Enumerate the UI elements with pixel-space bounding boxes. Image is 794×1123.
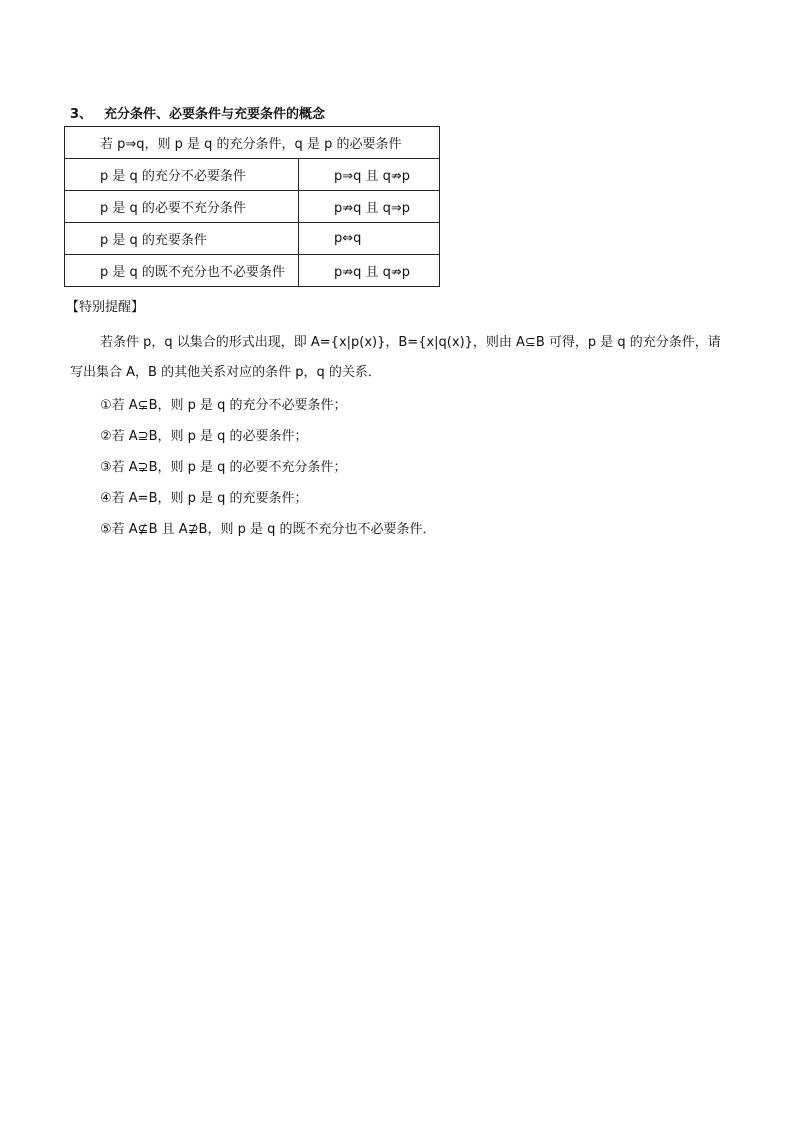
list-item: ③若 A⊋B，则 p 是 q 的必要不充分条件； [100, 460, 347, 475]
relation-cell: p⇒q 且 q⇏p [299, 159, 440, 191]
table-row [65, 159, 440, 191]
list-item: ④若 A=B，则 p 是 q 的充要条件； [100, 491, 308, 506]
reminder-label: 【特别提醒】 [66, 300, 145, 315]
relation-cell: p⇏q 且 q⇒p [299, 191, 440, 223]
table-header-cell: 若 p⇒q，则 p 是 q 的充分条件，q 是 p 的必要条件 [65, 127, 440, 159]
concepts-table [64, 126, 440, 287]
concept-cell: p 是 q 的充分不必要条件 [65, 159, 299, 191]
concept-cell: p 是 q 的必要不充分条件 [65, 191, 299, 223]
concept-cell: p 是 q 的既不充分也不必要条件 [65, 255, 299, 287]
concept-cell: p 是 q 的充要条件 [65, 223, 299, 255]
table-row [65, 223, 440, 255]
reminder-paragraph: 若条件 p，q 以集合的形式出现，即 A={x|p(x)}，B={x|q(x)}，则由 A⊆B 可得，p 是 q 的充分条件，请写出集合 A，B 的其他关系对应的条件 p，q 的关系． [70, 335, 721, 380]
section-number: 3、 [70, 107, 93, 122]
table-header-row [65, 127, 440, 159]
section-heading [70, 103, 325, 122]
table-row [65, 191, 440, 223]
relation-cell: p⇏q 且 q⇏p [299, 255, 440, 287]
list-item: ①若 A⊊B，则 p 是 q 的充分不必要条件； [100, 398, 347, 413]
list-item: ②若 A⊇B，则 p 是 q 的必要条件； [100, 429, 308, 444]
section-title: 充分条件、必要条件与充要条件的概念 [104, 107, 326, 122]
relation-cell: p⇔q [299, 223, 440, 255]
table-row [65, 255, 440, 287]
list-item: ⑤若 A⊈B 且 A⊉B，则 p 是 q 的既不充分也不必要条件． [100, 522, 436, 537]
